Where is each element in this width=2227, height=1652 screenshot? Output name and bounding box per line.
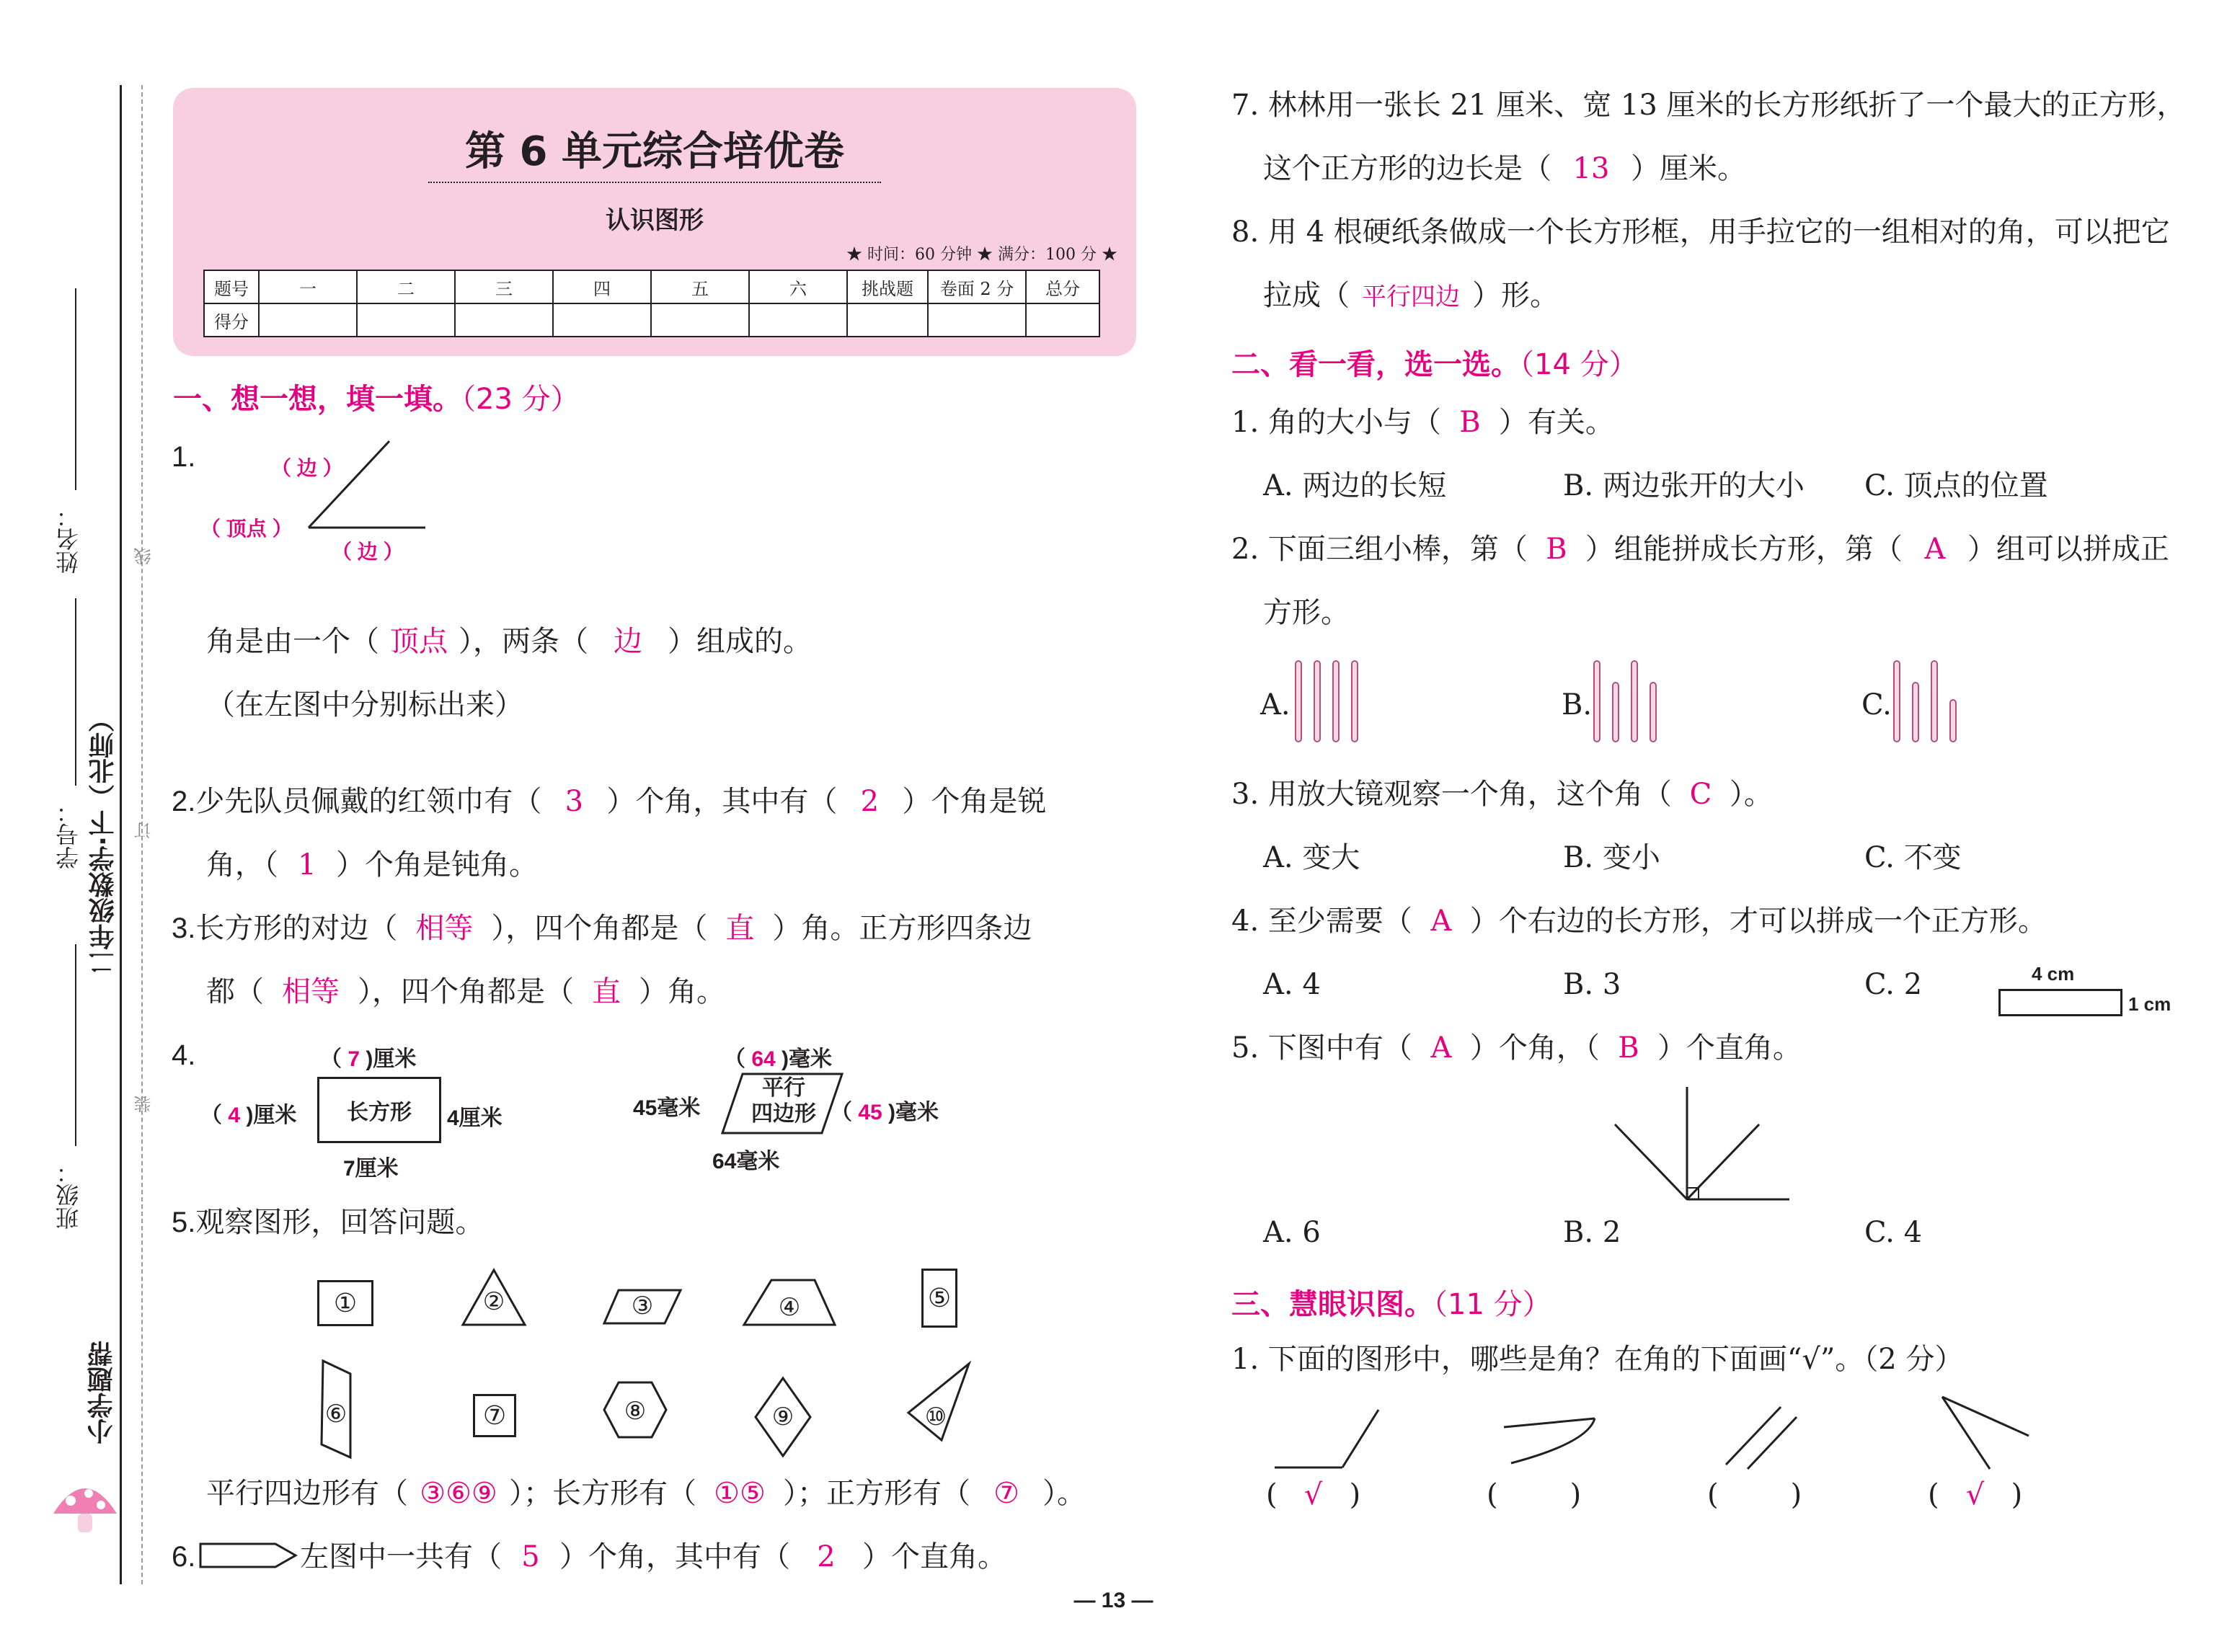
q1-note: （在左图中分别标出来） xyxy=(206,688,523,721)
p3-answer-box-1[interactable]: ( √ ) xyxy=(1266,1478,1361,1511)
score-cell: 题号 xyxy=(204,270,259,303)
q5-text: ）。 xyxy=(1042,1477,1086,1510)
stick xyxy=(1593,660,1600,742)
score-table xyxy=(203,270,1100,337)
q1-fig-edge-top-ans: 边 xyxy=(296,457,317,479)
q4-unit: 厘米 xyxy=(373,1047,417,1071)
score-cell: 二 xyxy=(357,270,455,303)
exam-header xyxy=(173,88,1136,356)
stick xyxy=(1631,660,1638,742)
shape-8-label: ⑧ xyxy=(624,1397,647,1426)
q4-rectangle: 长方形 xyxy=(317,1077,441,1143)
p2-q3-text: ）。 xyxy=(1729,778,1773,811)
q8-line-2 xyxy=(1263,281,1559,310)
p2-q5-answer-2[interactable]: B xyxy=(1618,1031,1639,1065)
mushroom-logo xyxy=(49,1470,121,1542)
section-1-points: （23 分） xyxy=(461,383,580,416)
stick xyxy=(1893,660,1900,742)
p3-answer-box-4[interactable]: ( √ ) xyxy=(1928,1478,2023,1511)
p2-q4-option-c: C. 2 xyxy=(1864,968,1923,1001)
p3-figure-2-curve xyxy=(1501,1416,1616,1466)
p2-q4-text: ）个右边的长方形，才可以拼成一个正方形。 xyxy=(1469,905,2047,938)
q1-angle-figure xyxy=(303,435,447,536)
q3-text: ）角。正方形四条边 xyxy=(772,912,1032,945)
p2-q4-answer[interactable]: A xyxy=(1430,905,1452,938)
q4-para-left: 45毫米 xyxy=(633,1096,701,1120)
q5-answer-1[interactable]: ③⑥⑨ xyxy=(420,1477,497,1510)
name-underline xyxy=(75,288,76,490)
section-1-title-text: 一、想一想，填一填。 xyxy=(173,383,461,416)
shape-7-square: ⑦ xyxy=(473,1394,516,1437)
score-input-cell[interactable] xyxy=(455,303,553,337)
p2-q3-answer[interactable]: C xyxy=(1689,778,1712,811)
p2-q4-text: 4. 至少需要（ xyxy=(1231,905,1412,938)
p3-answer-box-3[interactable]: ( ) xyxy=(1707,1478,1802,1511)
p3-figure-4-angle xyxy=(1939,1394,2033,1473)
q4-para-right-answer[interactable]: 45 xyxy=(858,1101,882,1124)
name-label: 姓名： xyxy=(55,505,82,574)
p3-mark-4: √ xyxy=(1965,1478,1985,1511)
p2-q4-line xyxy=(1231,907,2047,936)
score-input-cell[interactable] xyxy=(259,303,357,337)
q4-rect-top: （ 7 )厘米 xyxy=(320,1047,417,1071)
p2-q2-answer-2[interactable]: A xyxy=(1924,533,1946,566)
p2-q2-line-1 xyxy=(1231,535,2169,564)
shape-5-rectangle: ⑤ xyxy=(921,1269,957,1328)
q4-rect-top-answer[interactable]: 7 xyxy=(347,1047,360,1071)
q2-text: ）个角是锐 xyxy=(902,785,1047,818)
p2-q1-line xyxy=(1231,408,1614,437)
p2-q2-option-c: C. xyxy=(1861,688,1892,721)
q3-text: 都（ xyxy=(206,975,264,1008)
p2-q1-option-a: A. 两边的长短 xyxy=(1263,469,1447,502)
q7-line-1: 7. 林林用一张长 21 厘米、宽 13 厘米的长方形纸折了一个最大的正方形， xyxy=(1231,89,2186,122)
score-input-cell[interactable] xyxy=(749,303,847,337)
page-title: 第 6 单元综合培优卷 xyxy=(465,128,844,175)
p2-q1-option-c: C. 顶点的位置 xyxy=(1864,469,2048,502)
section-3-points: （11 分） xyxy=(1433,1288,1551,1321)
q2-text: 少先队员佩戴的红领巾有（ xyxy=(195,785,542,818)
stick xyxy=(1351,660,1358,742)
q1-answer-1[interactable]: 顶点 xyxy=(390,625,448,658)
score-cell: 挑战题 xyxy=(847,270,928,303)
p2-q3-line xyxy=(1231,780,1773,809)
q1-text: ），两条（ xyxy=(459,625,588,658)
q4-unit: 毫米 xyxy=(895,1101,939,1124)
q2-line-2 xyxy=(206,848,538,881)
section-1-title xyxy=(173,376,580,417)
p2-q2-text: 2. 下面三组小棒，第（ xyxy=(1231,533,1528,566)
stick xyxy=(1912,682,1919,742)
q6-pentagon-figure xyxy=(199,1541,300,1570)
q5-text: ）；正方形有（ xyxy=(783,1477,970,1510)
q4-para-label-line-1: 平行 xyxy=(762,1076,805,1100)
q4-rect-bottom: 7厘米 xyxy=(343,1157,399,1181)
q4-unit: 厘米 xyxy=(253,1103,297,1127)
score-cell: 卷面 2 分 xyxy=(928,270,1026,303)
book-label: 二年级数学·下（北师） xyxy=(89,706,118,976)
q3-text: ）角。 xyxy=(639,975,725,1008)
score-input-cell[interactable] xyxy=(651,303,749,337)
q6-answer-1[interactable]: 5 xyxy=(521,1540,540,1573)
q5-text: 平行四边形有（ xyxy=(206,1477,408,1510)
score-cell: 五 xyxy=(651,270,749,303)
q6-text: 左图中一共有（ xyxy=(300,1540,502,1573)
q4-para-label-line-2: 四边形 xyxy=(751,1102,816,1126)
q2-answer-2[interactable]: 2 xyxy=(860,785,880,818)
q5-number: 5. xyxy=(172,1207,196,1238)
section-3-title-text: 三、慧眼识图。 xyxy=(1231,1288,1433,1321)
q1-text: 角是由一个（ xyxy=(206,625,379,658)
score-cell: 总分 xyxy=(1026,270,1099,303)
p2-q2-option-a: A. xyxy=(1260,688,1290,721)
q2-text: ）个角，其中有（ xyxy=(606,785,838,818)
p2-q1-answer[interactable]: B xyxy=(1459,406,1481,439)
score-table-score-row xyxy=(204,303,1099,337)
score-input-cell[interactable] xyxy=(357,303,455,337)
q4-para-top: （ 64 )毫米 xyxy=(724,1047,833,1071)
p2-q4-rectangle xyxy=(1998,989,2122,1016)
q4-para-label xyxy=(740,1075,828,1127)
shape-10-label: ⑩ xyxy=(924,1403,947,1431)
p2-q5-angle-figure xyxy=(1608,1084,1795,1207)
q4-para-bottom: 64毫米 xyxy=(712,1150,780,1173)
score-table-header-row xyxy=(204,270,1099,303)
q3-answer-2[interactable]: 直 xyxy=(725,912,755,945)
stick xyxy=(1295,660,1302,742)
q1-text: ）组成的。 xyxy=(668,625,812,658)
q1-fig-edge-bottom-ans: 边 xyxy=(357,541,378,563)
shape-9-label: ⑨ xyxy=(771,1403,794,1431)
q2-answer-1[interactable]: 3 xyxy=(565,785,584,818)
q5-text: 观察图形，回答问题。 xyxy=(195,1206,484,1239)
student-no-label: 学号： xyxy=(55,800,82,869)
stick xyxy=(1332,660,1340,742)
q8-text: 拉成（ xyxy=(1263,279,1350,312)
stick xyxy=(1612,682,1619,742)
q8-text: ）形。 xyxy=(1472,279,1559,312)
q5-answer-3[interactable]: ⑦ xyxy=(993,1477,1019,1510)
q2-line-1 xyxy=(172,787,1046,816)
subtitle: 认识图形 xyxy=(606,206,704,235)
q4-para-top-answer[interactable]: 64 xyxy=(751,1047,776,1071)
q4-number: 4. xyxy=(172,1039,196,1071)
q3-line-2 xyxy=(206,977,725,1006)
q3-answer-4[interactable]: 直 xyxy=(592,975,621,1008)
section-2-title xyxy=(1231,342,1638,383)
cut-line-char-2: 订 xyxy=(134,822,154,839)
q1-number: 1. xyxy=(172,441,196,473)
q2-number: 2. xyxy=(172,786,196,817)
p2-q5-option-c: C. 4 xyxy=(1864,1216,1923,1249)
q5-text: ）；长方形有（ xyxy=(509,1477,696,1510)
stick xyxy=(1931,660,1938,742)
p2-q4-option-a: A. 4 xyxy=(1263,968,1321,1001)
q1-line-1 xyxy=(206,627,812,656)
p3-q1-text: 1. 下面的图形中，哪些是角？在角的下面画“√”。（2 分） xyxy=(1231,1343,1964,1376)
score-input-cell[interactable] xyxy=(847,303,928,337)
p3-figure-3-open-lines xyxy=(1723,1400,1810,1472)
stick xyxy=(1949,699,1957,742)
shape-4-label: ④ xyxy=(778,1293,801,1322)
shape-2-label: ② xyxy=(482,1287,505,1316)
student-no-underline xyxy=(75,598,76,786)
q8-line-1: 8. 用 4 根硬纸条做成一个长方形框，用手拉它的一组相对的角，可以把它 xyxy=(1231,216,2170,249)
title-divider xyxy=(428,182,881,183)
q7-text: 这个正方形的边长是（ xyxy=(1263,152,1551,185)
score-cell: 得分 xyxy=(204,303,259,337)
q1-fig-vertex: （ 顶点 ） xyxy=(200,518,293,540)
score-cell: 四 xyxy=(553,270,651,303)
cut-line-char-1: 线 xyxy=(134,548,154,565)
q2-text: 角，（ xyxy=(206,848,278,881)
p2-q5-option-b: B. 2 xyxy=(1563,1216,1621,1249)
class-underline xyxy=(75,944,76,1146)
q3-answer-1[interactable]: 相等 xyxy=(415,912,474,945)
p2-q5-text: 5. 下图中有（ xyxy=(1231,1031,1412,1065)
q6-number: 6. xyxy=(172,1541,196,1573)
q3-text: ），四个角都是（ xyxy=(358,975,574,1008)
p2-q2-option-b: B. xyxy=(1562,688,1593,721)
section-2-title-text: 二、看一看，选一选。 xyxy=(1231,348,1520,381)
shape-3-label: ③ xyxy=(631,1292,654,1320)
score-input-cell[interactable] xyxy=(1026,303,1099,337)
q3-answer-3[interactable]: 相等 xyxy=(282,975,340,1008)
p2-q4-option-b: B. 3 xyxy=(1563,968,1621,1001)
q1-fig-vertex-ans: 顶点 xyxy=(226,518,267,540)
q4-unit: 毫米 xyxy=(789,1047,833,1071)
q2-text: ）个角是钝角。 xyxy=(336,848,538,881)
section-3-title xyxy=(1231,1282,1551,1323)
q7-answer[interactable]: 13 xyxy=(1572,152,1610,185)
p2-q1-text: ）有关。 xyxy=(1498,406,1614,439)
p2-q5-answer-1[interactable]: A xyxy=(1430,1031,1452,1065)
q5-answer-line xyxy=(206,1479,1086,1508)
section-2-points: （14 分） xyxy=(1520,348,1638,381)
p2-q3-option-b: B. 变小 xyxy=(1563,841,1660,874)
page-number: — 13 — xyxy=(1073,1589,1154,1612)
p2-q2-line-2: 方形。 xyxy=(1263,596,1350,629)
shape-6-label: ⑥ xyxy=(324,1400,347,1429)
score-input-cell[interactable] xyxy=(553,303,651,337)
q4-para-right: （ 45 )毫米 xyxy=(831,1101,939,1124)
q7-line-2 xyxy=(1263,154,1746,183)
p3-mark-1: √ xyxy=(1303,1478,1323,1511)
score-cell: 一 xyxy=(259,270,357,303)
p2-q5-text: ）个直角。 xyxy=(1657,1031,1802,1065)
q5-answer-2[interactable]: ①⑤ xyxy=(714,1477,766,1510)
q3-text: ），四个角都是（ xyxy=(491,912,708,945)
stick xyxy=(1650,682,1657,742)
q6-line xyxy=(300,1542,1006,1571)
p2-q1-text: 1. 角的大小与（ xyxy=(1231,406,1441,439)
q6-answer-2[interactable]: 2 xyxy=(817,1540,836,1573)
p3-figure-1-angle xyxy=(1273,1407,1381,1472)
score-cell: 六 xyxy=(749,270,847,303)
cut-line-char-3: 装 xyxy=(134,1096,154,1113)
p2-q5-line xyxy=(1231,1031,1802,1065)
q4-rect-right: 4厘米 xyxy=(447,1106,502,1130)
score-cell: 三 xyxy=(455,270,553,303)
p2-q5-option-a: A. 6 xyxy=(1263,1216,1321,1249)
q1-fig-edge-bottom: （ 边 ） xyxy=(332,541,404,563)
p2-q1-option-b: B. 两边张开的大小 xyxy=(1563,469,1805,502)
p2-q2-answer-1[interactable]: B xyxy=(1546,533,1567,566)
score-input-cell[interactable] xyxy=(928,303,1026,337)
q2-answer-3[interactable]: 1 xyxy=(298,848,316,881)
q7-text: ）厘米。 xyxy=(1631,152,1746,185)
p2-q2-text: ）组可以拼成正 xyxy=(1967,533,2169,566)
stick xyxy=(1314,660,1321,742)
class-label: 班级： xyxy=(55,1160,82,1230)
p2-q3-text: 3. 用放大镜观察一个角，这个角（ xyxy=(1231,778,1672,811)
q4-rect-left-answer[interactable]: 4 xyxy=(228,1103,241,1127)
p2-q4-fig-height: 1 cm xyxy=(2128,993,2171,1015)
q8-answer[interactable]: 平行四边 xyxy=(1362,283,1460,311)
q3-line-1 xyxy=(172,914,1032,943)
p3-answer-box-2[interactable]: ( ) xyxy=(1487,1478,1582,1511)
p2-q3-option-c: C. 不变 xyxy=(1864,841,1962,874)
q6-text: ）个角，其中有（ xyxy=(559,1540,790,1573)
p2-q3-option-a: A. 变大 xyxy=(1263,841,1360,874)
q5-line-1 xyxy=(172,1208,484,1237)
p2-q4-fig-width: 4 cm xyxy=(2032,963,2075,985)
shape-1-rectangle: ① xyxy=(317,1280,373,1326)
brand-label: 小学题帮 xyxy=(87,1341,117,1444)
q1-fig-edge-top: （ 边 ） xyxy=(271,457,343,479)
exam-meta: ★ 时间：60 分钟 ★ 满分：100 分 ★ xyxy=(846,246,1117,264)
p2-q2-text: ）组能拼成长方形，第（ xyxy=(1585,533,1903,566)
q3-number: 3. xyxy=(172,912,196,944)
p2-q5-text: ）个角，（ xyxy=(1469,1031,1600,1065)
q4-rect-left: （ 4 )厘米 xyxy=(200,1103,297,1127)
q6-text: ）个直角。 xyxy=(862,1540,1006,1573)
q1-answer-2[interactable]: 边 xyxy=(614,625,642,658)
q3-text: 长方形的对边（ xyxy=(195,912,398,945)
